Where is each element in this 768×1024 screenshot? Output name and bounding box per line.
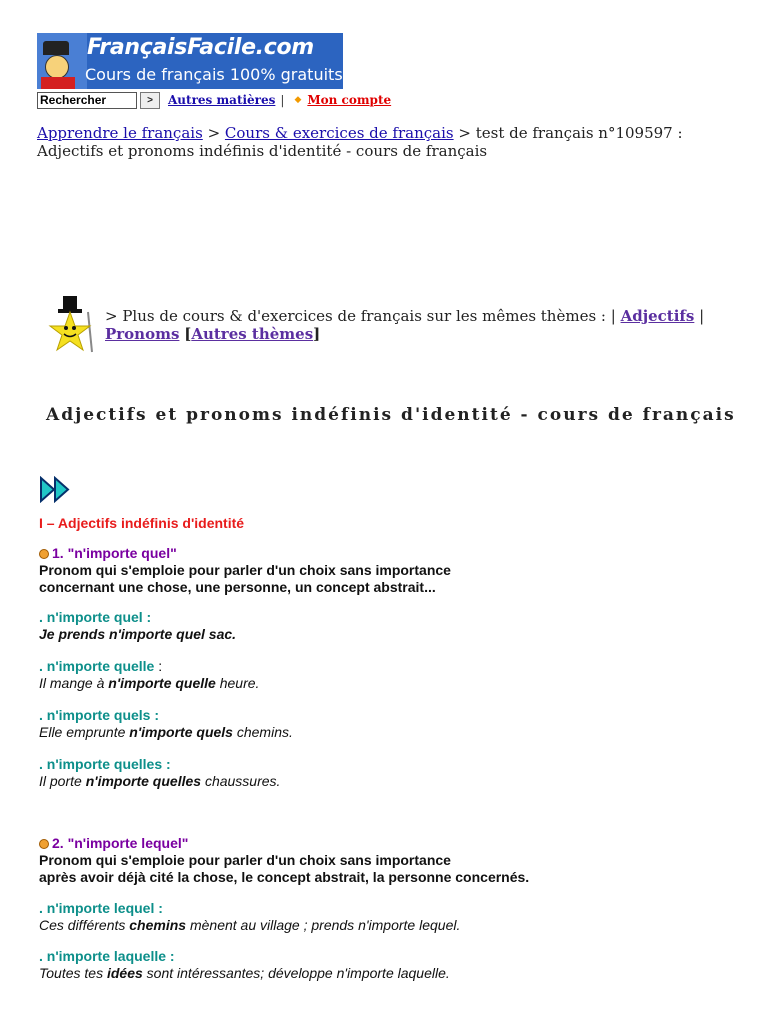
breadcrumb [37,124,737,160]
brand-tagline: Cours de français 100% gratuits [85,65,343,84]
themes-intro: > Plus de cours & d'exercices de français sur les mêmes thèmes : | [105,307,616,325]
site-logo[interactable] [37,33,343,89]
definition-line: concernant une chose, une personne, un concept abstrait... [39,579,436,595]
my-account-link[interactable]: Mon compte [307,93,392,107]
example-sentence: Toutes tes idées sont intéressantes; développe n'importe laquelle. [39,965,450,981]
usage-label: . n'importe quelle [39,658,155,674]
breadcrumb-courses-exercises[interactable]: Cours & exercices de français [224,124,454,142]
search-button[interactable]: > [140,92,160,109]
subsection-heading [39,835,739,852]
separator: | [280,93,285,107]
smiley-icon [39,839,49,849]
breadcrumb-separator: > [207,124,221,142]
example-sentence: Je prends n'importe quel sac. [39,626,237,642]
usage-label: . n'importe quel : [39,609,152,625]
mascot-logo-icon [37,33,87,89]
example-sentence: Ces différents chemins mènent au village ; prends n'importe lequel. [39,917,461,933]
usage-label: . n'importe quelles : [39,756,171,772]
search-input[interactable]: Rechercher [37,92,137,109]
breadcrumb-current: > test de français n°109597 : Adjectifs et pronoms indéfinis d'identité - cours de français [37,124,683,160]
usage-label: . n'importe lequel : [39,900,163,916]
example-sentence: Il mange à n'importe quelle heure. [39,675,260,691]
example-sentence: Elle emprunte n'importe quels chemins. [39,724,293,740]
search-bar [37,91,391,109]
usage-label: . n'importe quels : [39,707,160,723]
bracket-open: [ [184,325,192,343]
subsection-title: 1. "n'importe quel" [52,545,177,561]
usage-label-row: . n'importe quelle : [39,658,163,674]
subsection-heading [39,545,739,562]
example-sentence: Il porte n'importe quelles chaussures. [39,773,281,789]
definition-line: Pronom qui s'emploie pour parler d'un choix sans importance [39,562,451,578]
smiley-icon [39,549,49,559]
bracket-close: ] [313,325,321,343]
lesson-content [39,515,739,982]
themes-separator: | [699,307,705,325]
fast-forward-icon [39,476,71,503]
theme-link-pronoms[interactable]: Pronoms [105,325,180,343]
page-title: Adjectifs et pronoms indéfinis d'identité - cours de français [46,405,736,425]
section-heading: I – Adjectifs indéfinis d'identité [39,515,245,531]
subsection-title: 2. "n'importe lequel" [52,835,189,851]
related-themes-text [105,307,725,343]
theme-link-other[interactable]: Autres thèmes [191,325,314,343]
definition-line: Pronom qui s'emploie pour parler d'un choix sans importance [39,852,451,868]
diamond-icon: ◆ [294,95,302,105]
breadcrumb-learn-french[interactable]: Apprendre le français [37,124,203,142]
star-mascot-icon [48,296,100,356]
theme-link-adjectifs[interactable]: Adjectifs [620,307,695,325]
brand-name: FrançaisFacile.com [87,35,314,60]
definition-line: après avoir déjà cité la chose, le concept abstrait, la personne concernés. [39,869,530,885]
other-subjects-link[interactable]: Autres matières [168,93,276,107]
usage-label: . n'importe laquelle : [39,948,175,964]
